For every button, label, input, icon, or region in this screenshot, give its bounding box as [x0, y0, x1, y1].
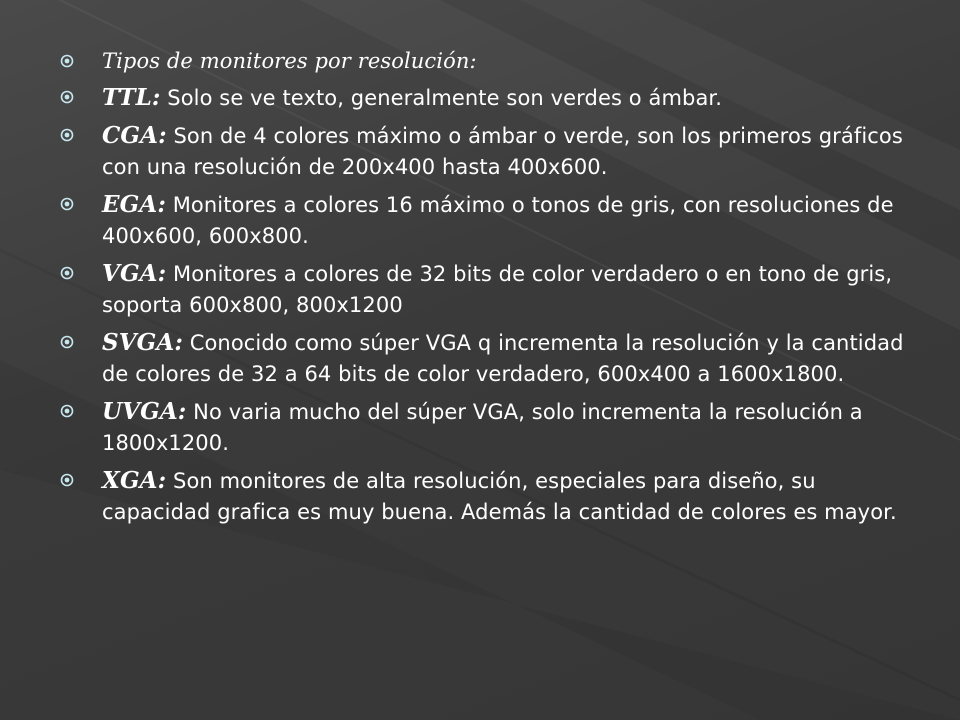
item-description: Monitores a colores 16 máximo o tonos de gris, con resoluciones de 400x600, 600x800. [102, 193, 894, 248]
item-description: Son monitores de alta resolución, especiales para diseño, su capacidad grafica es muy buena. Además la cantidad de colores es mayor. [102, 469, 897, 524]
item-description: Conocido como súper VGA q incrementa la resolución y la cantidad de colores de 32 a 64 bits de color verdadero, 600x400 a 1600x1800. [102, 331, 904, 386]
item-term: EGA: [102, 191, 166, 218]
list-item-uvga [60, 396, 920, 459]
item-term: UVGA: [102, 398, 187, 425]
list-item-ttl [60, 82, 920, 114]
list-item-vga [60, 258, 920, 321]
circled-dot-icon [60, 128, 74, 142]
slide-heading: Tipos de monitores por resolución: [102, 49, 477, 73]
circled-dot-icon [60, 197, 74, 211]
item-description: Solo se ve texto, generalmente son verdes o ámbar. [160, 86, 723, 110]
item-description: Son de 4 colores máximo o ámbar o verde, son los primeros gráficos con una resolución de 200x400 hasta 400x600. [102, 124, 903, 179]
item-term: XGA: [102, 467, 167, 494]
item-term: SVGA: [102, 329, 183, 356]
item-term: CGA: [102, 122, 167, 149]
circled-dot-icon [60, 54, 74, 68]
bullet-list [60, 46, 920, 534]
circled-dot-icon [60, 473, 74, 487]
item-term: TTL: [102, 84, 161, 111]
circled-dot-icon [60, 90, 74, 104]
list-item-heading [60, 46, 920, 77]
list-item-ega [60, 189, 920, 252]
circled-dot-icon [60, 404, 74, 418]
item-description: No varia mucho del súper VGA, solo incrementa la resolución a 1800x1200. [102, 400, 863, 455]
list-item-cga [60, 120, 920, 183]
item-description: Monitores a colores de 32 bits de color verdadero o en tono de gris, soporta 600x800, 800x1200 [102, 262, 893, 317]
circled-dot-icon [60, 335, 74, 349]
circled-dot-icon [60, 266, 74, 280]
list-item-svga [60, 327, 920, 390]
list-item-xga [60, 465, 920, 528]
item-term: VGA: [102, 260, 167, 287]
